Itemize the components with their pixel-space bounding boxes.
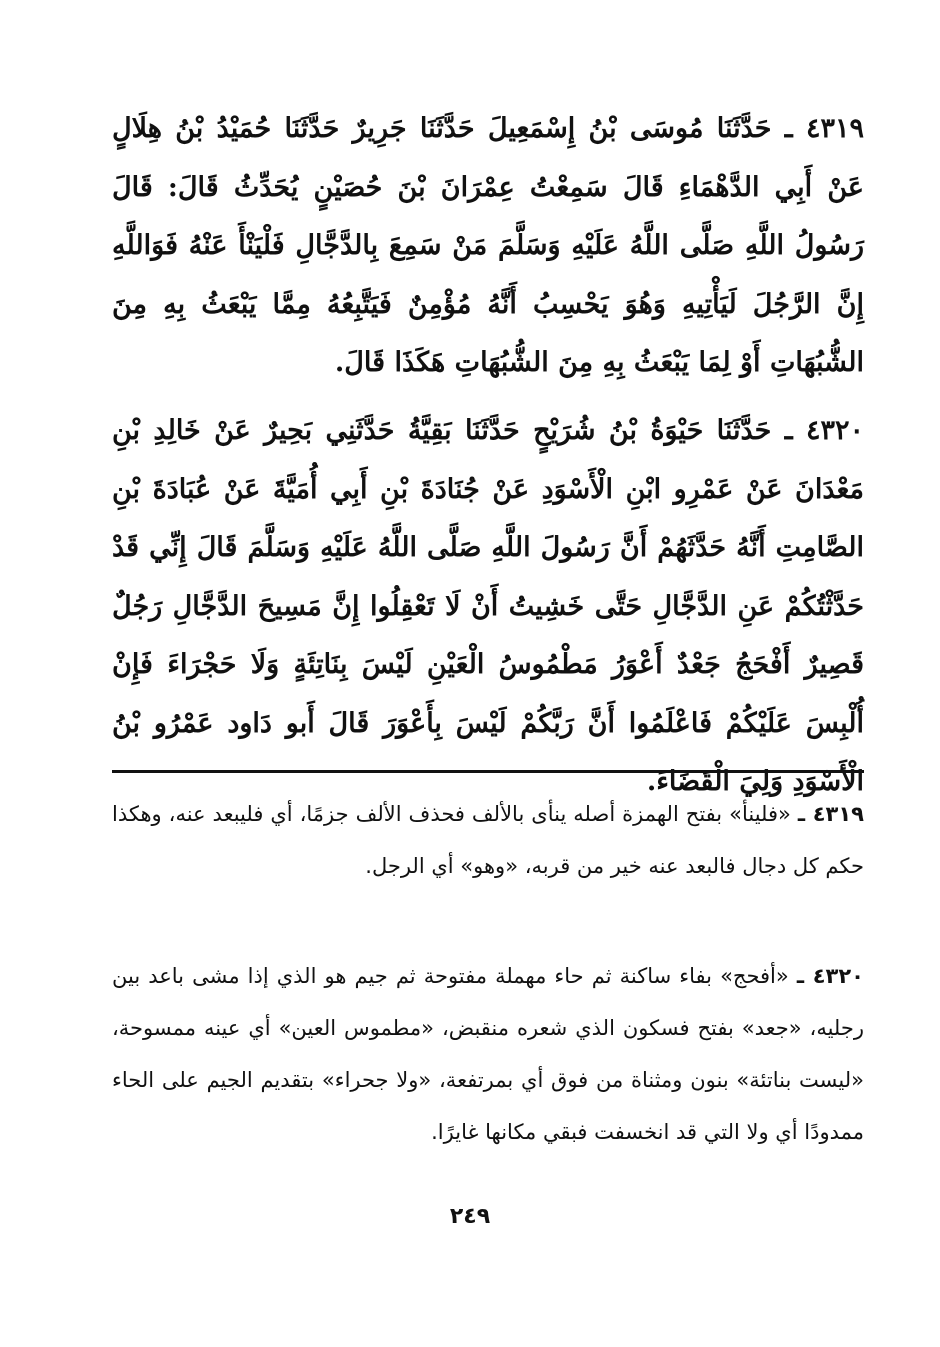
hadith-text: حَدَّثَنَا حَيْوَةُ بْنُ شُرَيْحٍ حَدَّثَنَا بَقِيَّةُ حَدَّثَنِي بَحِيرٌ عَنْ خَالِدِ بْنِ مَعْدَانَ عَنْ عَمْرِو ابْنِ الْأَسْوَدِ عَنْ جُنَادَةَ بْنِ أَبِي أُمَيَّةَ عَنْ عُبَادَةَ بْنِ الصَّامِتِ أَنَّهُ حَدَّثَهُمْ أَنَّ رَسُولَ اللَّهِ صَلَّى اللَّهُ عَلَيْهِ وَسَلَّمَ قَالَ إِنِّي قَدْ حَدَّثْتُكُمْ عَنِ الدَّجَّالِ حَتَّى خَشِيتُ أَنْ لَا تَعْقِلُوا إِنَّ مَسِيحَ الدَّجَّالِ رَجُلٌ قَصِيرٌ أَفْحَجُ جَعْدٌ أَعْوَرُ مَطْمُوسُ الْعَيْنِ لَيْسَ بِنَاتِئَةٍ وَلَا حَجْرَاءَ فَإِنْ أُلْبِسَ عَلَيْكُمْ فَاعْلَمُوا أَنَّ رَبَّكُمْ لَيْسَ بِأَعْوَرَ قَالَ أَبو دَاود عَمْرُو بْنُ الْأَسْوَدِ وَلِيَ الْقَضَاءَ.: [112, 415, 864, 797]
page-number: ٢٤٩: [449, 1204, 491, 1229]
footnote-4319: [112, 788, 864, 892]
hadith-paragraph-4320: [112, 402, 864, 812]
footnote-4320: [112, 950, 864, 1158]
hadith-number: ٤٣١٩ ـ: [784, 113, 864, 144]
hadith-paragraph-4319: [112, 100, 864, 393]
footnote-text: «أفحج» بفاء ساكنة ثم حاء مهملة مفتوحة ثم جيم هو الذي إذا مشى باعد بين رجليه، «جعد» بفتح فسكون الذي شعره منقبض، «مطموس العين» أي عينه ممسوحة، «ليست بناتئة» بنون ومثناة من فوق أي بمرتفعة، «ولا جحراء» بتقديم الجيم على الحاء ممدودًا أي ولا التي قد انخسفت فبقي مكانها غايرًا.: [112, 964, 864, 1144]
footnote-divider: [112, 770, 864, 773]
footnote-text: «فلينأ» بفتح الهمزة أصله ينأى بالألف فحذف الألف جزمًا، أي فليبعد عنه، وهكذا حكم كل دجال فالبعد عنه خير من قربه، «وهو» أي الرجل.: [112, 802, 864, 878]
hadith-number: ٤٣٢٠ ـ: [784, 415, 864, 446]
hadith-text: حَدَّثَنَا مُوسَى بْنُ إِسْمَعِيلَ حَدَّثَنَا جَرِيرٌ حَدَّثَنَا حُمَيْدُ بْنُ هِلَالٍ عَنْ أَبِي الدَّهْمَاءِ قَالَ سَمِعْتُ عِمْرَانَ بْنَ حُصَيْنٍ يُحَدِّثُ قَالَ: قَالَ رَسُولُ اللَّهِ صَلَّى اللَّهُ عَلَيْهِ وَسَلَّمَ مَنْ سَمِعَ بِالدَّجَّالِ فَلْيَنْأَ عَنْهُ فَوَاللَّهِ إِنَّ الرَّجُلَ لَيَأْتِيهِ وَهُوَ يَحْسِبُ أَنَّهُ مُؤْمِنٌ فَيَتَّبِعُهُ مِمَّا يَبْعَثُ بِهِ مِنَ الشُّبُهَاتِ أَوْ لِمَا يَبْعَثُ بِهِ مِنَ الشُّبُهَاتِ هَكَذَا قَالَ.: [112, 113, 864, 378]
footnote-number: ٤٣١٩ ـ: [797, 802, 864, 826]
footnote-number: ٤٣٢٠ ـ: [796, 964, 864, 988]
